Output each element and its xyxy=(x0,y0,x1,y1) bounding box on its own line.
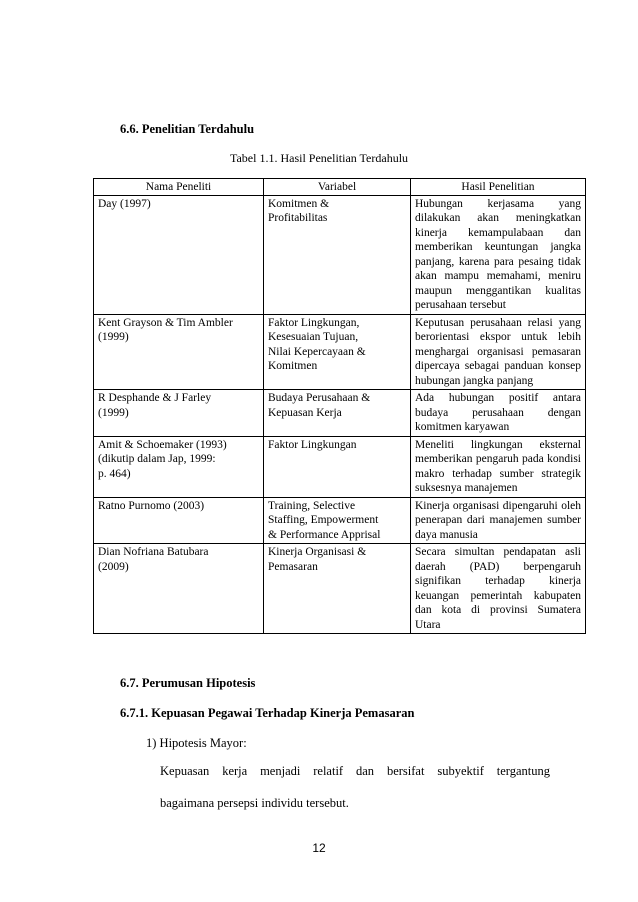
subsection-heading: 6.7.1. Kepuasan Pegawai Terhadap Kinerja Pemasaran xyxy=(120,706,415,720)
cell-line: (dikutip dalam Jap, 1999: xyxy=(98,453,216,465)
cell-line: Pemasaran xyxy=(268,560,318,573)
cell-hasil: Secara simultan pendapatan asli daerah (PAD) berpengaruh signifikan terhadap kinerja keuangan pemerintah kabupaten dan kota di provinsi Sumatera Utara xyxy=(411,544,586,634)
paragraph-line: Kepuasan kerja menjadi relatif dan bersifat subyektif tergantung xyxy=(160,764,550,778)
cell-hasil: Keputusan perusahaan relasi yang berorientasi ekspor untuk lebih menghargai organisasi pemasaran dipercaya sebagai panduan konsep hubungan jangka panjang xyxy=(411,314,586,390)
cell-variabel xyxy=(264,195,411,314)
cell-line: Komitmen xyxy=(268,360,318,372)
list-item: 1) Hipotesis Mayor: xyxy=(146,736,247,750)
cell-hasil: Kinerja organisasi dipengaruhi oleh penerapan dari manajemen sumber daya manusia xyxy=(411,497,586,544)
paragraph-line: bagaimana persepsi individu tersebut. xyxy=(160,796,349,810)
cell-nama xyxy=(94,195,264,314)
cell-line: Nilai Kepercayaan & xyxy=(268,345,366,358)
table-row xyxy=(94,497,586,544)
table-caption: Tabel 1.1. Hasil Penelitian Terdahulu xyxy=(229,151,409,165)
cell-hasil: Hubungan kerjasama yang dilakukan akan meningkatkan kinerja kemampulabaan dan memberikan keuntungan jangka panjang, karena para pesaing tidak akan mampu memahami, meniru maupun menggantikan kualitas perusahaan tersebut xyxy=(411,195,586,314)
cell-line: Ratno Purnomo (2003) xyxy=(98,499,205,512)
cell-line: Profitabilitas xyxy=(268,212,328,224)
section-heading-hipotesis: 6.7. Perumusan Hipotesis xyxy=(120,676,256,690)
cell-variabel xyxy=(264,544,411,634)
cell-nama xyxy=(94,497,264,544)
cell-line: Faktor Lingkungan, xyxy=(268,316,360,329)
cell-nama xyxy=(94,314,264,390)
table-row xyxy=(94,390,586,437)
cell-variabel xyxy=(264,390,411,437)
cell-nama xyxy=(94,390,264,437)
header-variabel: Variabel xyxy=(264,179,411,196)
cell-nama xyxy=(94,436,264,497)
cell-line: Kepuasan Kerja xyxy=(268,406,342,419)
table-row xyxy=(94,436,586,497)
cell-line: Amit & Schoemaker (1993) xyxy=(98,438,227,451)
header-hasil-penelitian: Hasil Penelitian xyxy=(411,179,586,196)
cell-line: & Performance Apprisal xyxy=(268,528,381,541)
cell-line: Budaya Perusahaan & xyxy=(268,392,371,404)
cell-line: Kinerja Organisasi & xyxy=(268,546,367,558)
cell-hasil: Meneliti lingkungan eksternal memberikan pengaruh pada kondisi makro terhadap sumber strategik suksesnya manajemen xyxy=(411,436,586,497)
cell-nama xyxy=(94,544,264,634)
cell-line: (1999) xyxy=(98,406,129,419)
cell-line: Day (1997) xyxy=(98,197,151,210)
cell-line: Dian Nofriana Batubara xyxy=(98,546,209,558)
cell-line: Training, Selective xyxy=(268,499,356,512)
cell-line: (2009) xyxy=(98,560,129,573)
cell-line: p. 464) xyxy=(98,467,131,480)
cell-line: Kesesuaian Tujuan, xyxy=(268,331,359,343)
cell-line: Komitmen & xyxy=(268,197,330,210)
research-table xyxy=(93,178,586,634)
cell-line: (1999) xyxy=(98,331,129,343)
cell-line: Kent Grayson & Tim Ambler xyxy=(98,316,233,329)
table-header-row xyxy=(94,179,586,196)
page-number: 12 xyxy=(312,841,326,855)
cell-hasil: Ada hubungan positif antara budaya perusahaan dengan komitmen karyawan xyxy=(411,390,586,437)
table-row xyxy=(94,314,586,390)
table-row xyxy=(94,544,586,634)
cell-variabel xyxy=(264,497,411,544)
header-nama-peneliti: Nama Peneliti xyxy=(94,179,264,196)
cell-line: Staffing, Empowerment xyxy=(268,514,379,526)
table-row xyxy=(94,195,586,314)
cell-variabel xyxy=(264,314,411,390)
cell-line: R Desphande & J Farley xyxy=(98,392,212,404)
section-heading: 6.6. Penelitian Terdahulu xyxy=(120,122,255,136)
cell-line: Faktor Lingkungan xyxy=(268,438,357,451)
cell-variabel xyxy=(264,436,411,497)
